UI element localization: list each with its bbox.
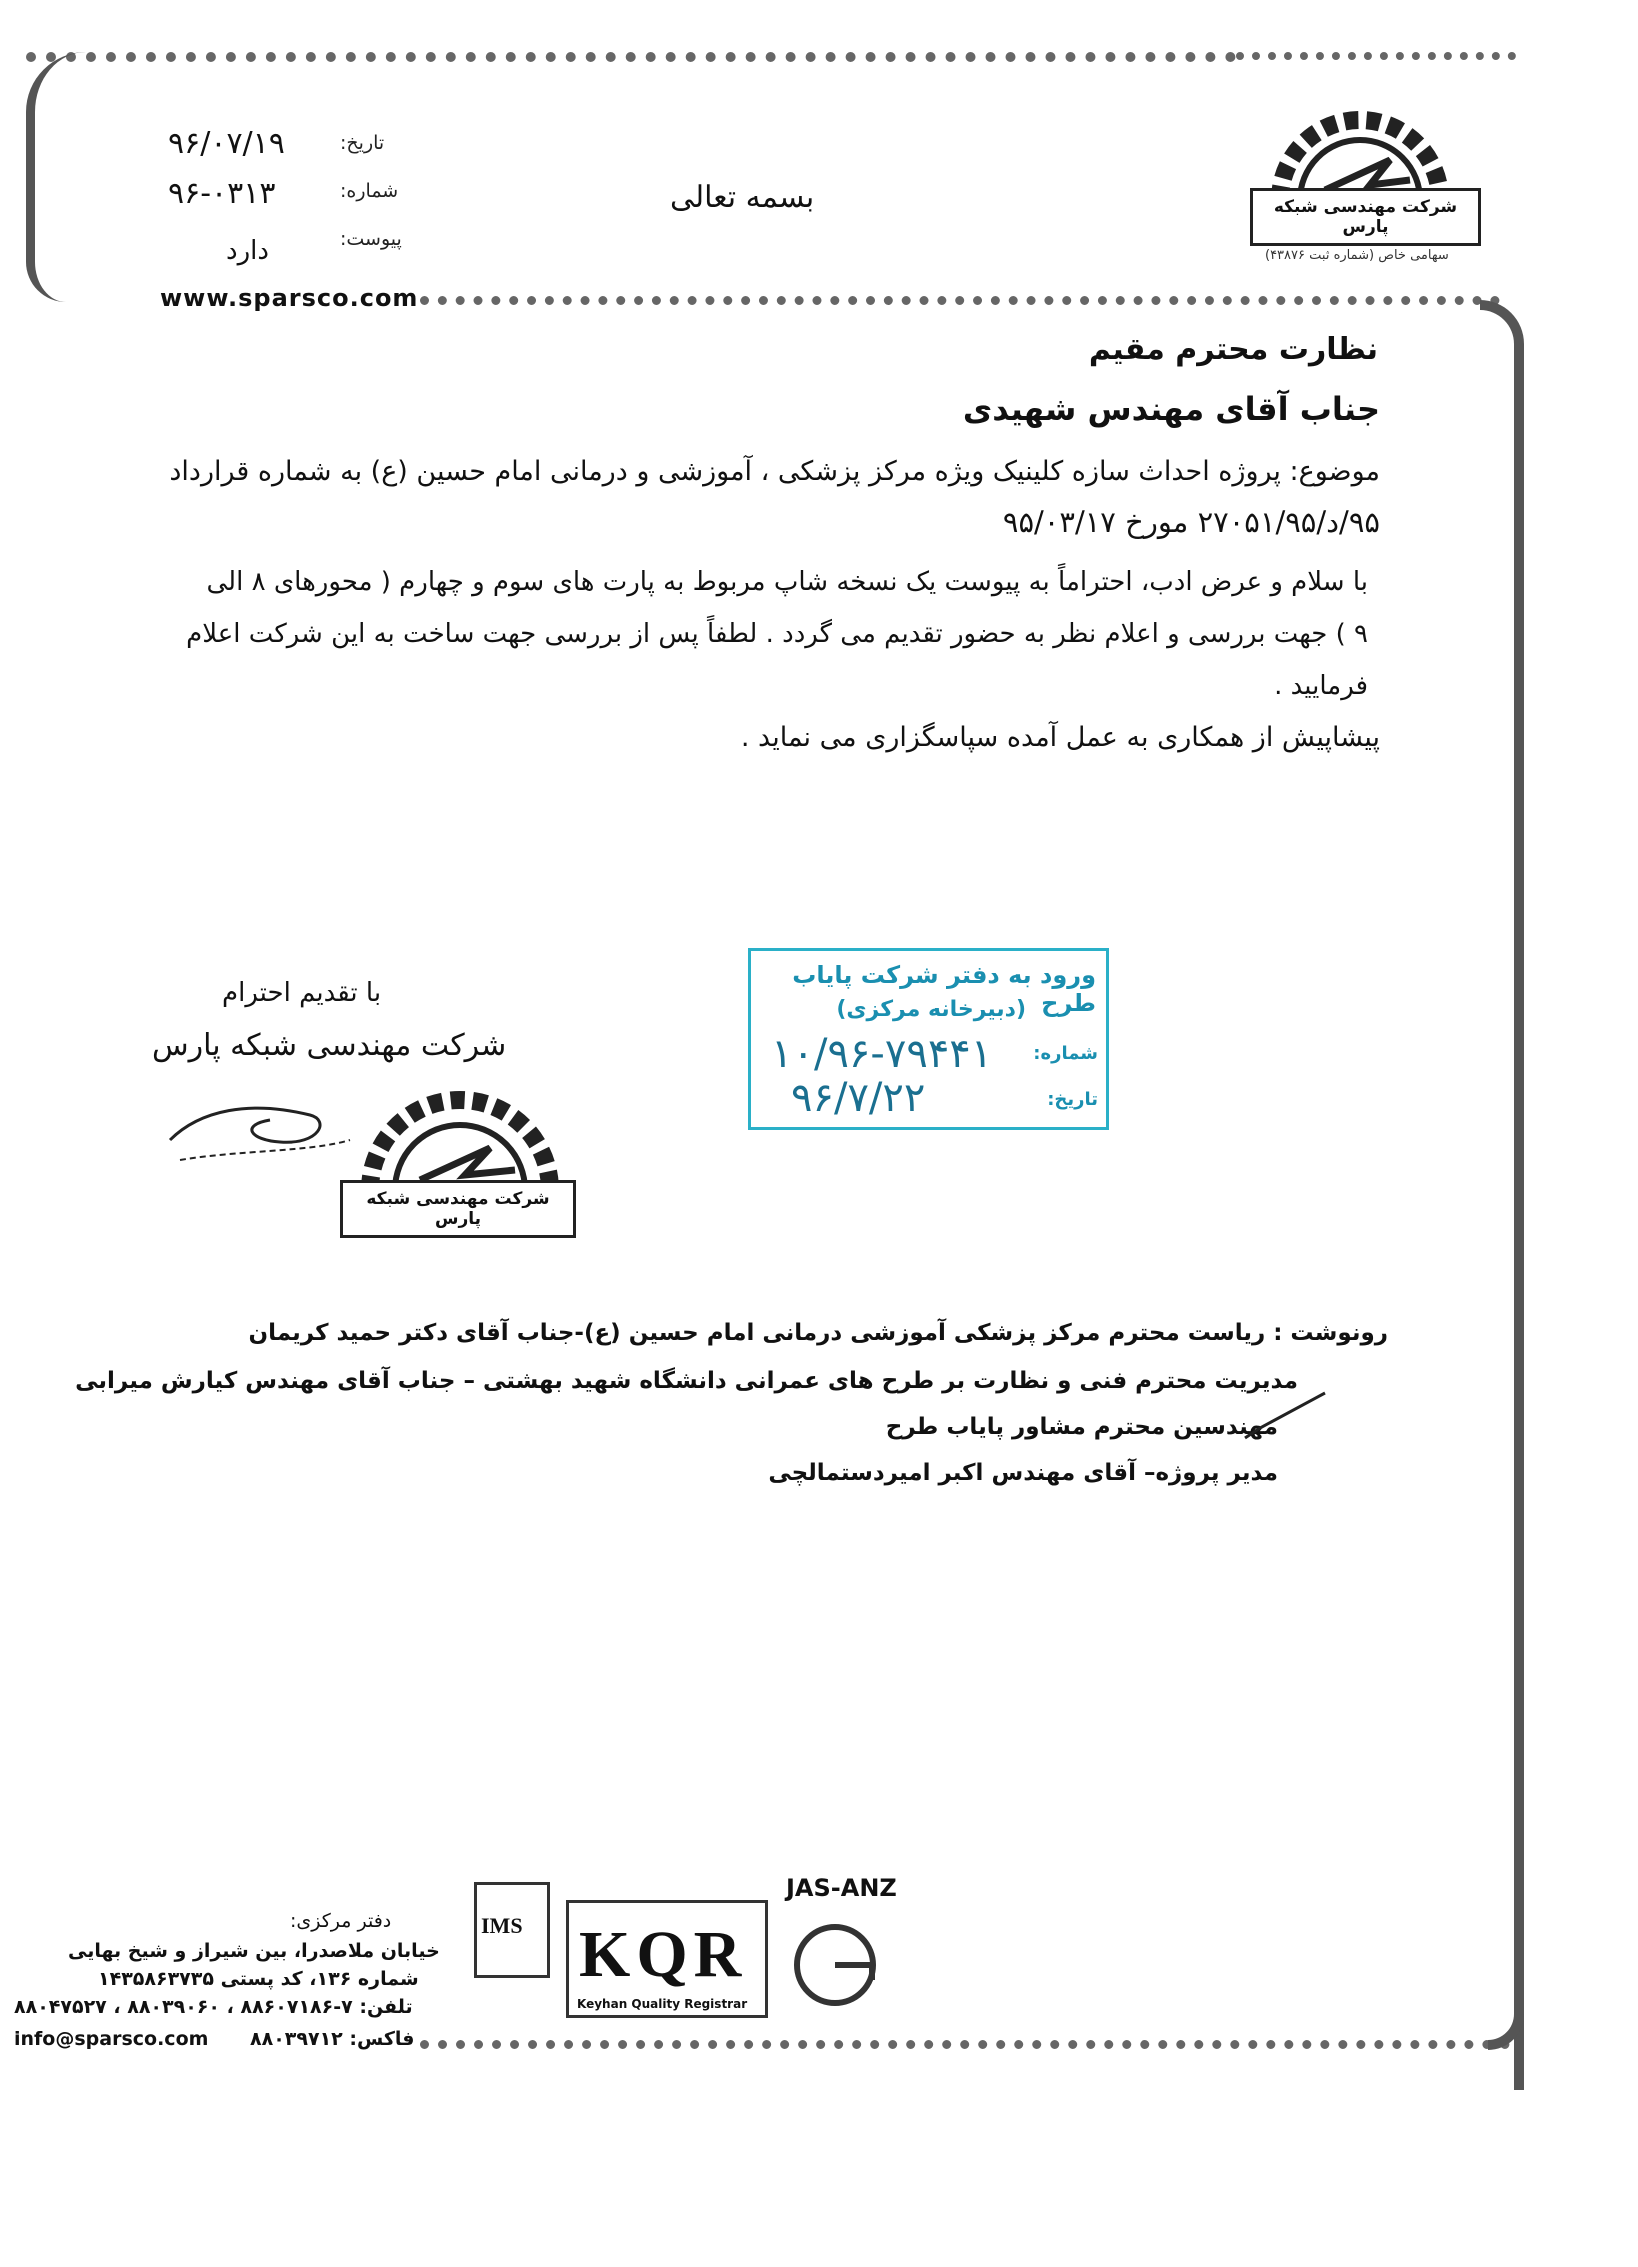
ims-cert-badge xyxy=(474,1882,550,1978)
kqr-cert-badge xyxy=(566,1900,768,2018)
stamp-title: ورود به دفتر شرکت پایاب طرح xyxy=(792,961,1096,1017)
recipient-person: جناب آقای مهندس شهیدی xyxy=(962,390,1380,428)
attachment-label: پیوست: xyxy=(340,228,402,250)
stamp-subtitle: (دبیرخانه مرکزی) xyxy=(836,997,1026,1022)
frame-middle-border xyxy=(420,296,1500,305)
closing-company: شرکت مهندسی شبکه پارس xyxy=(152,1028,507,1063)
cc-line-3: مهندسین محترم مشاور پایاب طرح xyxy=(885,1414,1278,1440)
subject-line-2: ۹۵/د/۲۷۰۵۱/۹۵ مورخ ۹۵/۰۳/۱۷ xyxy=(1002,505,1380,539)
date-value: ۹۶/۰۷/۱۹ xyxy=(168,126,285,161)
address-line-1: خیابان ملاصدرا، بین شیراز و شیخ بهایی xyxy=(68,1940,440,1962)
phone-line: تلفن: ۷-۸۸۶۰۷۱۸۶ ، ۸۸۰۳۹۰۶۰ ، ۸۸۰۴۷۵۲۷ xyxy=(14,1996,413,2018)
ims-cert-label: IMS xyxy=(481,1913,523,1938)
frame-left-corner xyxy=(26,52,95,302)
stamp-date-value: ۹۶/۷/۲۲ xyxy=(791,1075,926,1121)
number-label: شماره: xyxy=(340,180,399,202)
body-line-4: پیشاپیش از همکاری به عمل آمده سپاسگزاری می نماید . xyxy=(740,722,1380,753)
fax-line: فاکس: ۸۸۰۳۹۷۱۲ xyxy=(250,2028,415,2050)
check-mark-icon xyxy=(1240,1388,1330,1452)
frame-top-border xyxy=(26,52,1236,62)
cc-line-1: رونوشت : ریاست محترم مرکز پزشکی آموزشی درمانی امام حسین (ع)-جناب آقای دکتر حمید کریمان xyxy=(248,1320,1388,1346)
kqr-cert-caption: Keyhan Quality Registrar xyxy=(577,1997,748,2011)
jas-anz-logo xyxy=(790,1920,880,2014)
body-line-3: فرمایید . xyxy=(1274,671,1368,701)
frame-bottom-border xyxy=(420,2040,1510,2049)
seal-label: شرکت مهندسی شبکه پارس xyxy=(340,1180,576,1238)
stamp-number-value: ۱۰/۹۶-۷۹۴۴۱ xyxy=(771,1031,993,1077)
body-line-2: ۹ ) جهت بررسی و اعلام نظر به حضور تقدیم می گردد . لطفاً پس از بررسی جهت ساخت به این شرکت اعلام xyxy=(186,619,1368,649)
attachment-value: دارد xyxy=(226,236,269,266)
body-line-1: با سلام و عرض ادب، احتراماً به پیوست یک نسخه شاپ مربوط به پارت های سوم و چهارم ( محورهای ۸ الی xyxy=(206,567,1368,597)
frame-top-right-border xyxy=(1236,52,1516,60)
basmala: بسمه تعالی xyxy=(670,180,815,215)
website: www.sparsco.com xyxy=(160,284,419,312)
handwritten-signature-icon xyxy=(160,1080,360,1170)
cc-line-4: مدیر پروژه– آقای مهندس اکبر امیردستمالچی xyxy=(768,1460,1278,1486)
subject-line-1: موضوع: پروژه احداث سازه کلینیک ویژه مرکز پزشکی ، آموزشی و درمانی امام حسین (ع) به شماره قرارداد xyxy=(169,456,1380,487)
incoming-stamp xyxy=(748,948,1109,1130)
footer-email: info@sparsco.com xyxy=(14,2028,209,2050)
number-value: ۹۶-۰۳۱۳ xyxy=(168,176,276,211)
jas-anz-g-icon xyxy=(790,1920,880,2010)
cc-line-2: مدیریت محترم فنی و نظارت بر طرح های عمرانی دانشگاه شهید بهشتی – جناب آقای مهندس کیارش میرابی xyxy=(75,1368,1298,1394)
signature xyxy=(160,1080,360,1170)
stamp-number-label: شماره: xyxy=(1033,1043,1098,1064)
company-logo-label: شرکت مهندسی شبکه پارس xyxy=(1250,188,1481,246)
office-label: دفتر مرکزی: xyxy=(290,1910,392,1932)
stamp-date-label: تاریخ: xyxy=(1047,1089,1098,1110)
kqr-cert-label: KQR xyxy=(579,1918,748,1991)
frame-right-border xyxy=(1480,300,1524,2090)
date-label: تاریخ: xyxy=(340,132,385,154)
jas-anz-label: JAS-ANZ xyxy=(786,1874,897,1902)
address-line-2: شماره ۱۳۶، کد پستی ۱۴۳۵۸۶۳۷۳۵ xyxy=(98,1968,419,1990)
company-registration: سهامی خاص (شماره ثبت ۴۳۸۷۶) xyxy=(1265,248,1449,263)
closing-respect: با تقدیم احترام xyxy=(222,978,382,1008)
recipient-org: نظارت محترم مقیم xyxy=(1088,332,1378,367)
